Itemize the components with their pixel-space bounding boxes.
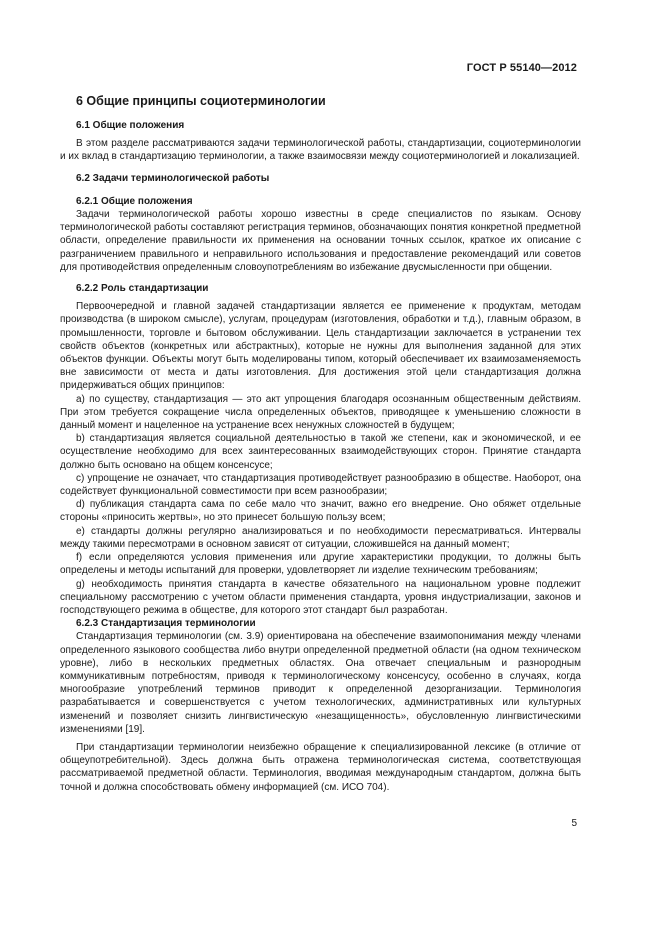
section-6-title: 6 Общие принципы социотерминологии — [76, 94, 326, 108]
paragraph: Стандартизация терминологии (см. 3.9) ориентирована на обеспечение взаимопонимания между членами определенного языкового сообщества либо внутри определенной предметной области (на одном техническом уровне), либо в нескольких предметных областях. Она отвечает специальным и разнородным коммуникативным потребностям, приводя к терминологическому консенсусу, особенно в случаях, когда многообразие употреблений терминов приводит к определенной дезорганизации. Терминология разрабатывается и совершенствуется с учетом технологических, административных или культурных изменений и позволяет снизить лингвистическую «незащищенность», обусловленную лингвистическими изменениями [19]. — [60, 631, 581, 735]
paragraph: В этом разделе рассматриваются задачи терминологической работы, стандартизации, социотерминологии и их вклад в стандартизацию терминологии, а также взаимосвязи между социотерминологией и локализацией. — [60, 138, 581, 163]
page-number: 5 — [571, 818, 577, 829]
paragraph: Первоочередной и главной задачей стандартизации является ее применение к продуктам, методам производства (в широком смысле), услугам, процедурам (изготовления, обработки и т.д.), главным образом, в промышленности, торговле и бытовом обслуживании. Цель стандартизации заключается в устранении тех свойств объектов (конкретных или абстрактных), которые не нужны для выполнения заданной для этих объектов функции. Объекты могут быть моделированы типом, который обеспечивает их взаимозаменяемость вне зависимости от места и даты изготовления. Для достижения этой цели стандартизация должна придерживаться общих принципов: — [60, 301, 581, 392]
paragraph: При стандартизации терминологии неизбежно обращение к специализированной лексике (в отличие от общеупотребительной). Здесь должна быть отражена терминологическая система, соответствующая рассматриваемой предметной области. Терминология, вводимая международным стандартом, должна быть точной и должна способствовать обмену информацией (см. ИСО 704). — [60, 741, 581, 793]
page-content — [60, 94, 581, 794]
section-6-2-title: 6.2 Задачи терминологической работы — [76, 172, 270, 184]
standard-number: ГОСТ Р 55140—2012 — [466, 62, 577, 74]
section-6-2-2-title: 6.2.2 Роль стандартизации — [76, 283, 209, 295]
section-6-1-title: 6.1 Общие положения — [76, 120, 185, 131]
section-6-2-3-title: 6.2.3 Стандартизация терминологии — [76, 618, 256, 630]
section-6-2-1-title: 6.2.1 Общие положения — [76, 195, 193, 207]
list-item-d: d) публикация стандарта сама по себе мало что значит, важно его внедрение. Оно обяжет отдельные стороны «приносить жертвы», но это принесет большую пользу всем; — [60, 499, 581, 524]
list-item-f: f) если определяются условия применения или другие характеристики продукции, то должны быть определены и методы испытаний для проверки, удовлетворяет ли изделие техническим требованиям; — [60, 552, 581, 577]
list-item-c: с) упрощение не означает, что стандартизация противодействует разнообразию в обществе. Наоборот, она содействует функциональной совместимости при всем разнообразии; — [60, 472, 581, 498]
list-item-e: е) стандарты должны регулярно анализироваться и по необходимости пересматриваться. Интервалы между такими пересмотрами в основном зависят от ситуации, сложившейся на данный момент; — [60, 525, 581, 550]
list-item-b: b) стандартизация является социальной деятельностью в такой же степени, как и экономической, и ее осуществление необходимо для всех заинтересованных взаимодействующих сторон. Принятие стандарта должно быть основано на общем консенсусе; — [60, 433, 581, 471]
list-item-g: g) необходимость принятия стандарта в качестве обязательного на национальном уровне подлежит специальному рассмотрению с учетом области применения стандарта, уровня индустриализации, законов и господствующего режима в обществе, для которого этот стандарт был разработан. — [60, 578, 581, 616]
list-item-a: а) по существу, стандартизация — это акт упрощения благодаря осознанным общественным действиям. При этом требуется сокращение числа определенных объектов, приводящее к уменьшению сложности в данный момент и нацеленное на устранение всех ненужных сложностей в будущем; — [60, 393, 581, 432]
paragraph: Задачи терминологической работы хорошо известны в среде специалистов по языкам. Основу терминологической работы составляют регистрация терминов, обозначающих понятия конкретной предметной области, определение правильности их применения на основании точных ссылок, краткое их описание с разграничением правильного и неправильного использования и предоставление рекомендаций или советов для противодействия определенным словоупотреблениям во избежание двусмысленности при общении. — [60, 209, 581, 273]
